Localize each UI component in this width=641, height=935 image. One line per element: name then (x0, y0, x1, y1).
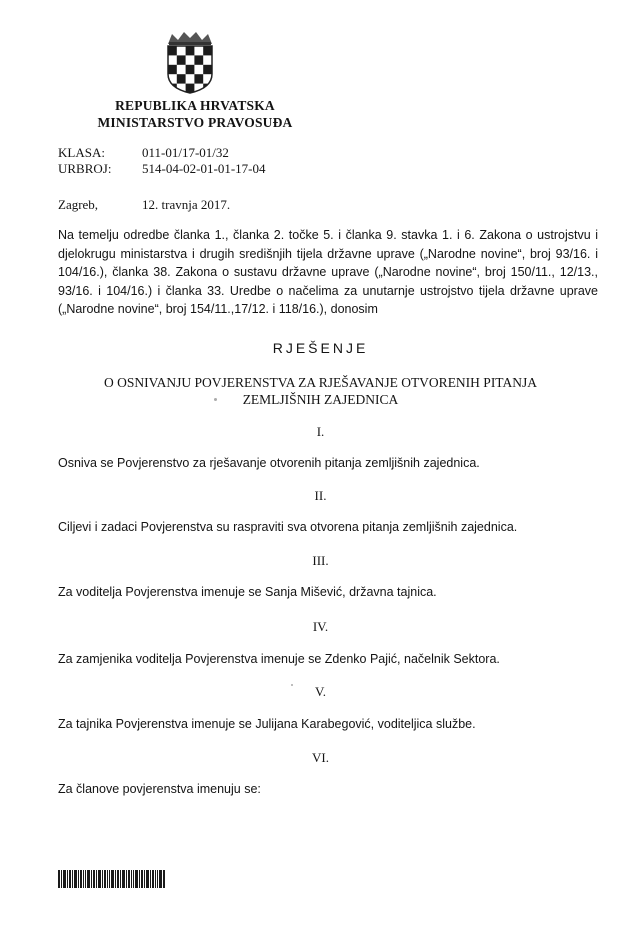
header-ministry: MINISTARSTVO PRAVOSUĐA (97, 115, 293, 130)
article-text: Osniva se Povjerenstvo za rješavanje otvorenih pitanja zemljišnih zajednica. (58, 456, 480, 470)
article-number: IV. (312, 619, 329, 634)
urbroj-row (58, 161, 265, 177)
barcode-icon (58, 870, 166, 888)
scan-speck (291, 684, 293, 686)
urbroj-label: URBROJ: (58, 161, 112, 176)
document-subtitle (0, 374, 641, 408)
klasa-label: KLASA: (58, 145, 105, 160)
place: Zagreb, (58, 197, 99, 212)
article-number: V. (315, 684, 326, 699)
croatian-coat-of-arms-icon (162, 30, 218, 94)
intro-paragraph: Na temelju odredbe članka 1., članka 2. točke 5. i članka 9. stavka 1. i 6. Zakona o ustrojstvu i djelokrugu ministarstva i drugih središnjih tijela državne uprave („Narodne novine“, broj 93/16. i 104/16.), članka 38. Zakona o sustavu državne uprave („Narodne novine“, broj 150/11., 12/13., 93/16. i 104/16.) i članka 33. Uredbe o načelima za unutarnje ustrojstvo tijela državne uprave („Narodne novine“, broj 154/11.,17/12. i 118/16.), donosim (58, 228, 598, 316)
date-row (58, 197, 230, 213)
article-text: Za članove povjerenstva imenuju se: (58, 782, 261, 796)
document-title: RJEŠENJE (272, 340, 369, 356)
article-number: II. (314, 488, 327, 503)
article-number: I. (316, 424, 325, 439)
article-text: Za voditelja Povjerenstva imenuje se Sanja Mišević, državna tajnica. (58, 585, 437, 599)
subtitle-line-2: ZEMLJIŠNIH ZAJEDNICA (242, 392, 399, 407)
urbroj-value: 514-04-02-01-01-17-04 (142, 161, 266, 176)
date: 12. travnja 2017. (142, 197, 231, 212)
klasa-row (58, 145, 229, 161)
header-republic: REPUBLIKA HRVATSKA (115, 98, 275, 113)
article-number: III. (312, 553, 329, 568)
klasa-value: 011-01/17-01/32 (142, 145, 229, 160)
scan-speck (214, 398, 217, 401)
subtitle-line-1: O OSNIVANJU POVJERENSTVA ZA RJEŠAVANJE OTVORENIH PITANJA (104, 375, 537, 390)
article-text: Za tajnika Povjerenstva imenuje se Julijana Karabegović, voditeljica službe. (58, 717, 476, 731)
article-text: Ciljevi i zadaci Povjerenstva su raspraviti sva otvorena pitanja zemljišnih zajednica. (58, 520, 518, 534)
article-number: VI. (312, 750, 329, 765)
article-text: Za zamjenika voditelja Povjerenstva imenuje se Zdenko Pajić, načelnik Sektora. (58, 652, 500, 666)
